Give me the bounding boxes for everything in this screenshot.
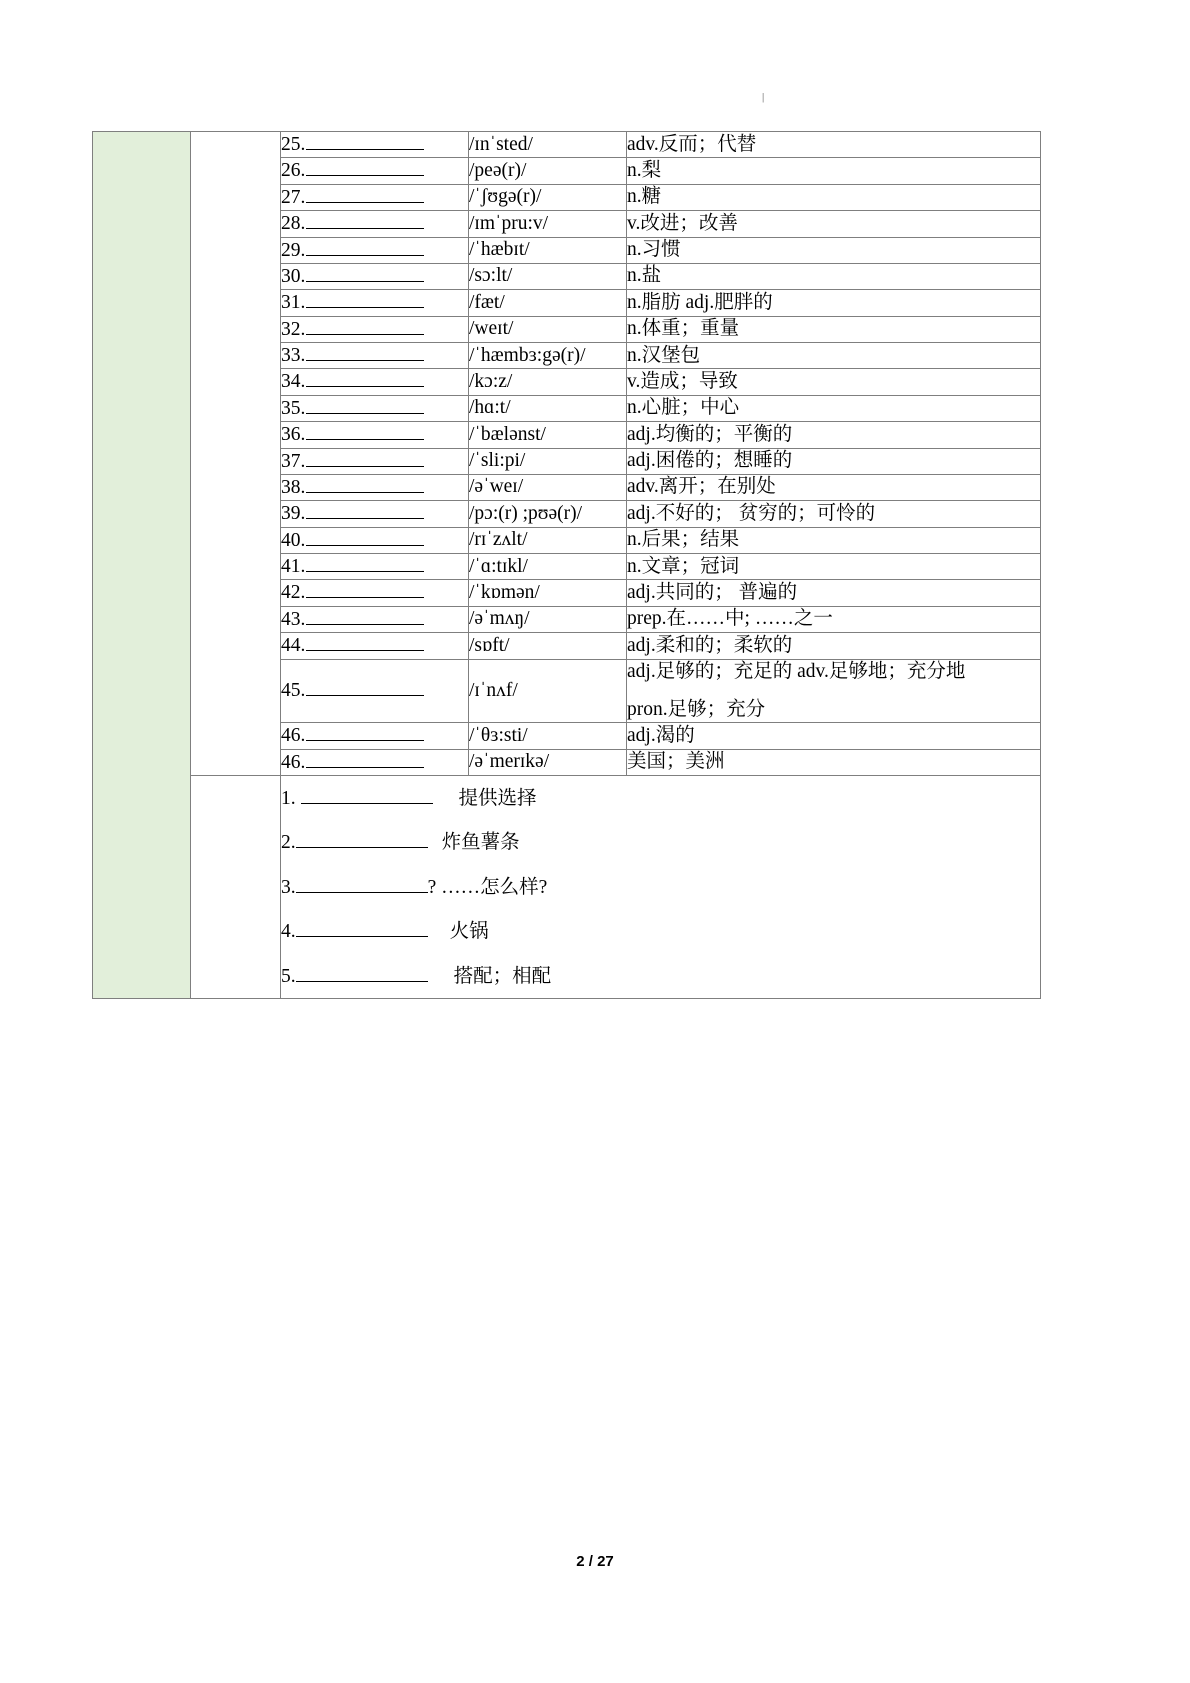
phonetic-cell: /ˈsli:pi/ [469,448,627,474]
page-top-mark: | [762,91,765,103]
phonetic-cell: /rɪˈzʌlt/ [469,527,627,553]
phrase-item[interactable] [281,865,1040,909]
word-number-cell[interactable] [281,263,469,289]
word-number-cell[interactable] [281,633,469,659]
answer-blank-line[interactable] [306,501,424,519]
answer-blank-line[interactable] [306,211,424,229]
answer-blank-line[interactable] [306,607,424,625]
word-number-cell[interactable] [281,749,469,775]
word-number: 46. [281,725,306,747]
word-number-cell[interactable] [281,290,469,316]
answer-blank-line[interactable] [306,264,424,282]
word-number: 36. [281,424,306,446]
definition-cell: n.心脏；中心 [627,395,1041,421]
phonetic-cell: /sɔ:lt/ [469,263,627,289]
word-number-cell[interactable] [281,369,469,395]
vocabulary-table [92,131,1041,999]
word-number-cell[interactable] [281,501,469,527]
definition-cell: adv.离开；在别处 [627,474,1041,500]
answer-blank-line[interactable] [306,158,424,176]
green-accent-column [93,132,191,999]
answer-blank-line[interactable] [306,723,424,741]
phrase-meaning: 火锅 [449,921,489,943]
word-number-cell[interactable] [281,132,469,158]
word-number: 40. [281,529,306,551]
answer-blank-line[interactable] [306,396,424,414]
definition-cell: prep.在……中; ……之一 [627,606,1041,632]
answer-blank-line[interactable] [306,633,424,651]
word-number-cell[interactable] [281,237,469,263]
definition-cell: adj.均衡的；平衡的 [627,422,1041,448]
definition-cell: n.体重；重量 [627,316,1041,342]
phrase-answer-blank[interactable] [296,963,428,982]
phrase-empty-column [191,776,281,999]
word-number: 37. [281,450,306,472]
phonetic-cell: /kɔ:z/ [469,369,627,395]
phrase-answer-blank[interactable] [296,829,428,848]
phonetic-cell: /ˈʃʊgə(r)/ [469,184,627,210]
phonetic-cell: /ˈhæbɪt/ [469,237,627,263]
phonetic-cell: /peə(r)/ [469,158,627,184]
definition-cell: n.糖 [627,184,1041,210]
phrase-answer-blank[interactable] [301,785,433,804]
phonetic-cell: /ɪnˈsted/ [469,132,627,158]
phrase-meaning: ? ……怎么样? [427,876,548,898]
answer-blank-line[interactable] [306,422,424,440]
phonetic-cell: /ˈɑ:tɪkl/ [469,554,627,580]
word-number-cell[interactable] [281,474,469,500]
phrase-section-row [93,776,1041,999]
word-number: 26. [281,160,306,182]
answer-blank-line[interactable] [306,185,424,203]
phrase-number: 2. [281,832,296,854]
definition-cell: n.脂肪 adj.肥胖的 [627,290,1041,316]
answer-blank-line[interactable] [306,475,424,493]
definition-cell: n.习惯 [627,237,1041,263]
answer-blank-line[interactable] [306,449,424,467]
word-number-cell[interactable] [281,606,469,632]
definition-cell [627,659,1041,723]
answer-blank-line[interactable] [306,678,424,696]
word-number-cell[interactable] [281,422,469,448]
word-number: 41. [281,556,306,577]
phonetic-cell: /fæt/ [469,290,627,316]
word-number-cell[interactable] [281,184,469,210]
phonetic-cell: /hɑ:t/ [469,395,627,421]
phrase-item[interactable] [281,909,1040,953]
phonetic-cell: /əˈweɪ/ [469,474,627,500]
answer-blank-line[interactable] [306,317,424,335]
answer-blank-line[interactable] [306,290,424,308]
word-number-cell[interactable] [281,527,469,553]
phrase-item[interactable] [281,776,1040,820]
answer-blank-line[interactable] [306,343,424,361]
phonetic-cell: /ˈkɒmən/ [469,580,627,606]
word-number-cell[interactable] [281,448,469,474]
phrase-item[interactable] [281,954,1040,998]
phonetic-cell: /ˈθɜ:sti/ [469,723,627,749]
definition-cell: n.后果；结果 [627,527,1041,553]
phrase-number: 1. [281,788,296,809]
answer-blank-line[interactable] [306,528,424,546]
word-number: 43. [281,608,306,630]
phonetic-cell: /ɪˈnʌf/ [469,659,627,723]
definition-cell: v.造成；导致 [627,369,1041,395]
definition-cell: n.文章；冠词 [627,554,1041,580]
phrase-item[interactable] [281,820,1040,864]
word-number: 32. [281,318,306,340]
definition-cell: adj.不好的； 贫穷的；可怜的 [627,501,1041,527]
word-number: 28. [281,213,306,235]
definition-cell: adj.困倦的；想睡的 [627,448,1041,474]
definition-cell: n.汉堡包 [627,343,1041,369]
phrase-number: 4. [281,921,296,943]
phonetic-cell: /ɪmˈpru:v/ [469,211,627,237]
word-number-cell[interactable] [281,211,469,237]
phrase-number: 5. [281,965,296,987]
word-number-cell[interactable] [281,723,469,749]
answer-blank-line[interactable] [306,554,424,572]
word-number: 45. [281,680,306,702]
phrase-answer-blank[interactable] [296,918,428,937]
phrase-meaning: 提供选择 [458,788,537,809]
phonetic-cell: /əˈmerɪkə/ [469,749,627,775]
word-number-cell[interactable] [281,343,469,369]
word-number: 44. [281,635,306,657]
phrase-list [281,776,1041,999]
answer-blank-line[interactable] [306,750,424,768]
word-number: 46. [281,751,306,773]
phrase-number: 3. [281,876,296,898]
answer-blank-line[interactable] [306,132,424,150]
definition-line-1: adj.足够的；充足的 adv.足够地；充分地 [627,660,966,682]
definition-line-2: pron.足够；充分 [627,698,766,720]
definition-cell: adj.柔和的；柔软的 [627,633,1041,659]
word-number-cell[interactable] [281,659,469,723]
answer-blank-line[interactable] [306,580,424,598]
word-number: 39. [281,503,306,525]
definition-cell: adj.渴的 [627,723,1041,749]
phrase-meaning: 搭配；相配 [453,965,552,987]
page-number: 2 / 27 [576,1553,614,1570]
answer-blank-line[interactable] [306,238,424,256]
definition-cell: n.盐 [627,263,1041,289]
word-number-cell[interactable] [281,580,469,606]
word-number: 31. [281,292,306,314]
phonetic-cell: /ˈhæmbɜ:gə(r)/ [469,343,627,369]
vocabulary-table-body [93,132,1041,999]
word-number: 38. [281,476,306,498]
word-number: 27. [281,186,306,208]
answer-blank-line[interactable] [306,369,424,387]
phonetic-cell: /weɪt/ [469,316,627,342]
phrase-meaning: 炸鱼薯条 [441,832,520,854]
word-number-cell[interactable] [281,554,469,580]
word-number-cell[interactable] [281,395,469,421]
word-number: 29. [281,239,306,261]
phonetic-cell: /əˈmʌŋ/ [469,606,627,632]
word-number: 35. [281,397,306,419]
phonetic-cell: /sɒft/ [469,633,627,659]
word-number-cell[interactable] [281,158,469,184]
word-number-cell[interactable] [281,316,469,342]
word-number: 33. [281,345,306,366]
empty-column [191,132,281,776]
definition-cell: adv.反而；代替 [627,132,1041,158]
phrase-answer-blank[interactable] [296,874,428,893]
phonetic-cell: /ˈbælənst/ [469,422,627,448]
phonetic-cell: /pɔ:(r) ;pʊə(r)/ [469,501,627,527]
word-number: 30. [281,265,306,287]
table-row [93,132,1041,158]
definition-cell: v.改进；改善 [627,211,1041,237]
definition-cell: adj.共同的； 普遍的 [627,580,1041,606]
word-number: 42. [281,582,306,604]
definition-cell: 美国；美洲 [627,749,1041,775]
word-number: 34. [281,371,306,393]
word-number: 25. [281,134,306,155]
definition-cell: n.梨 [627,158,1041,184]
